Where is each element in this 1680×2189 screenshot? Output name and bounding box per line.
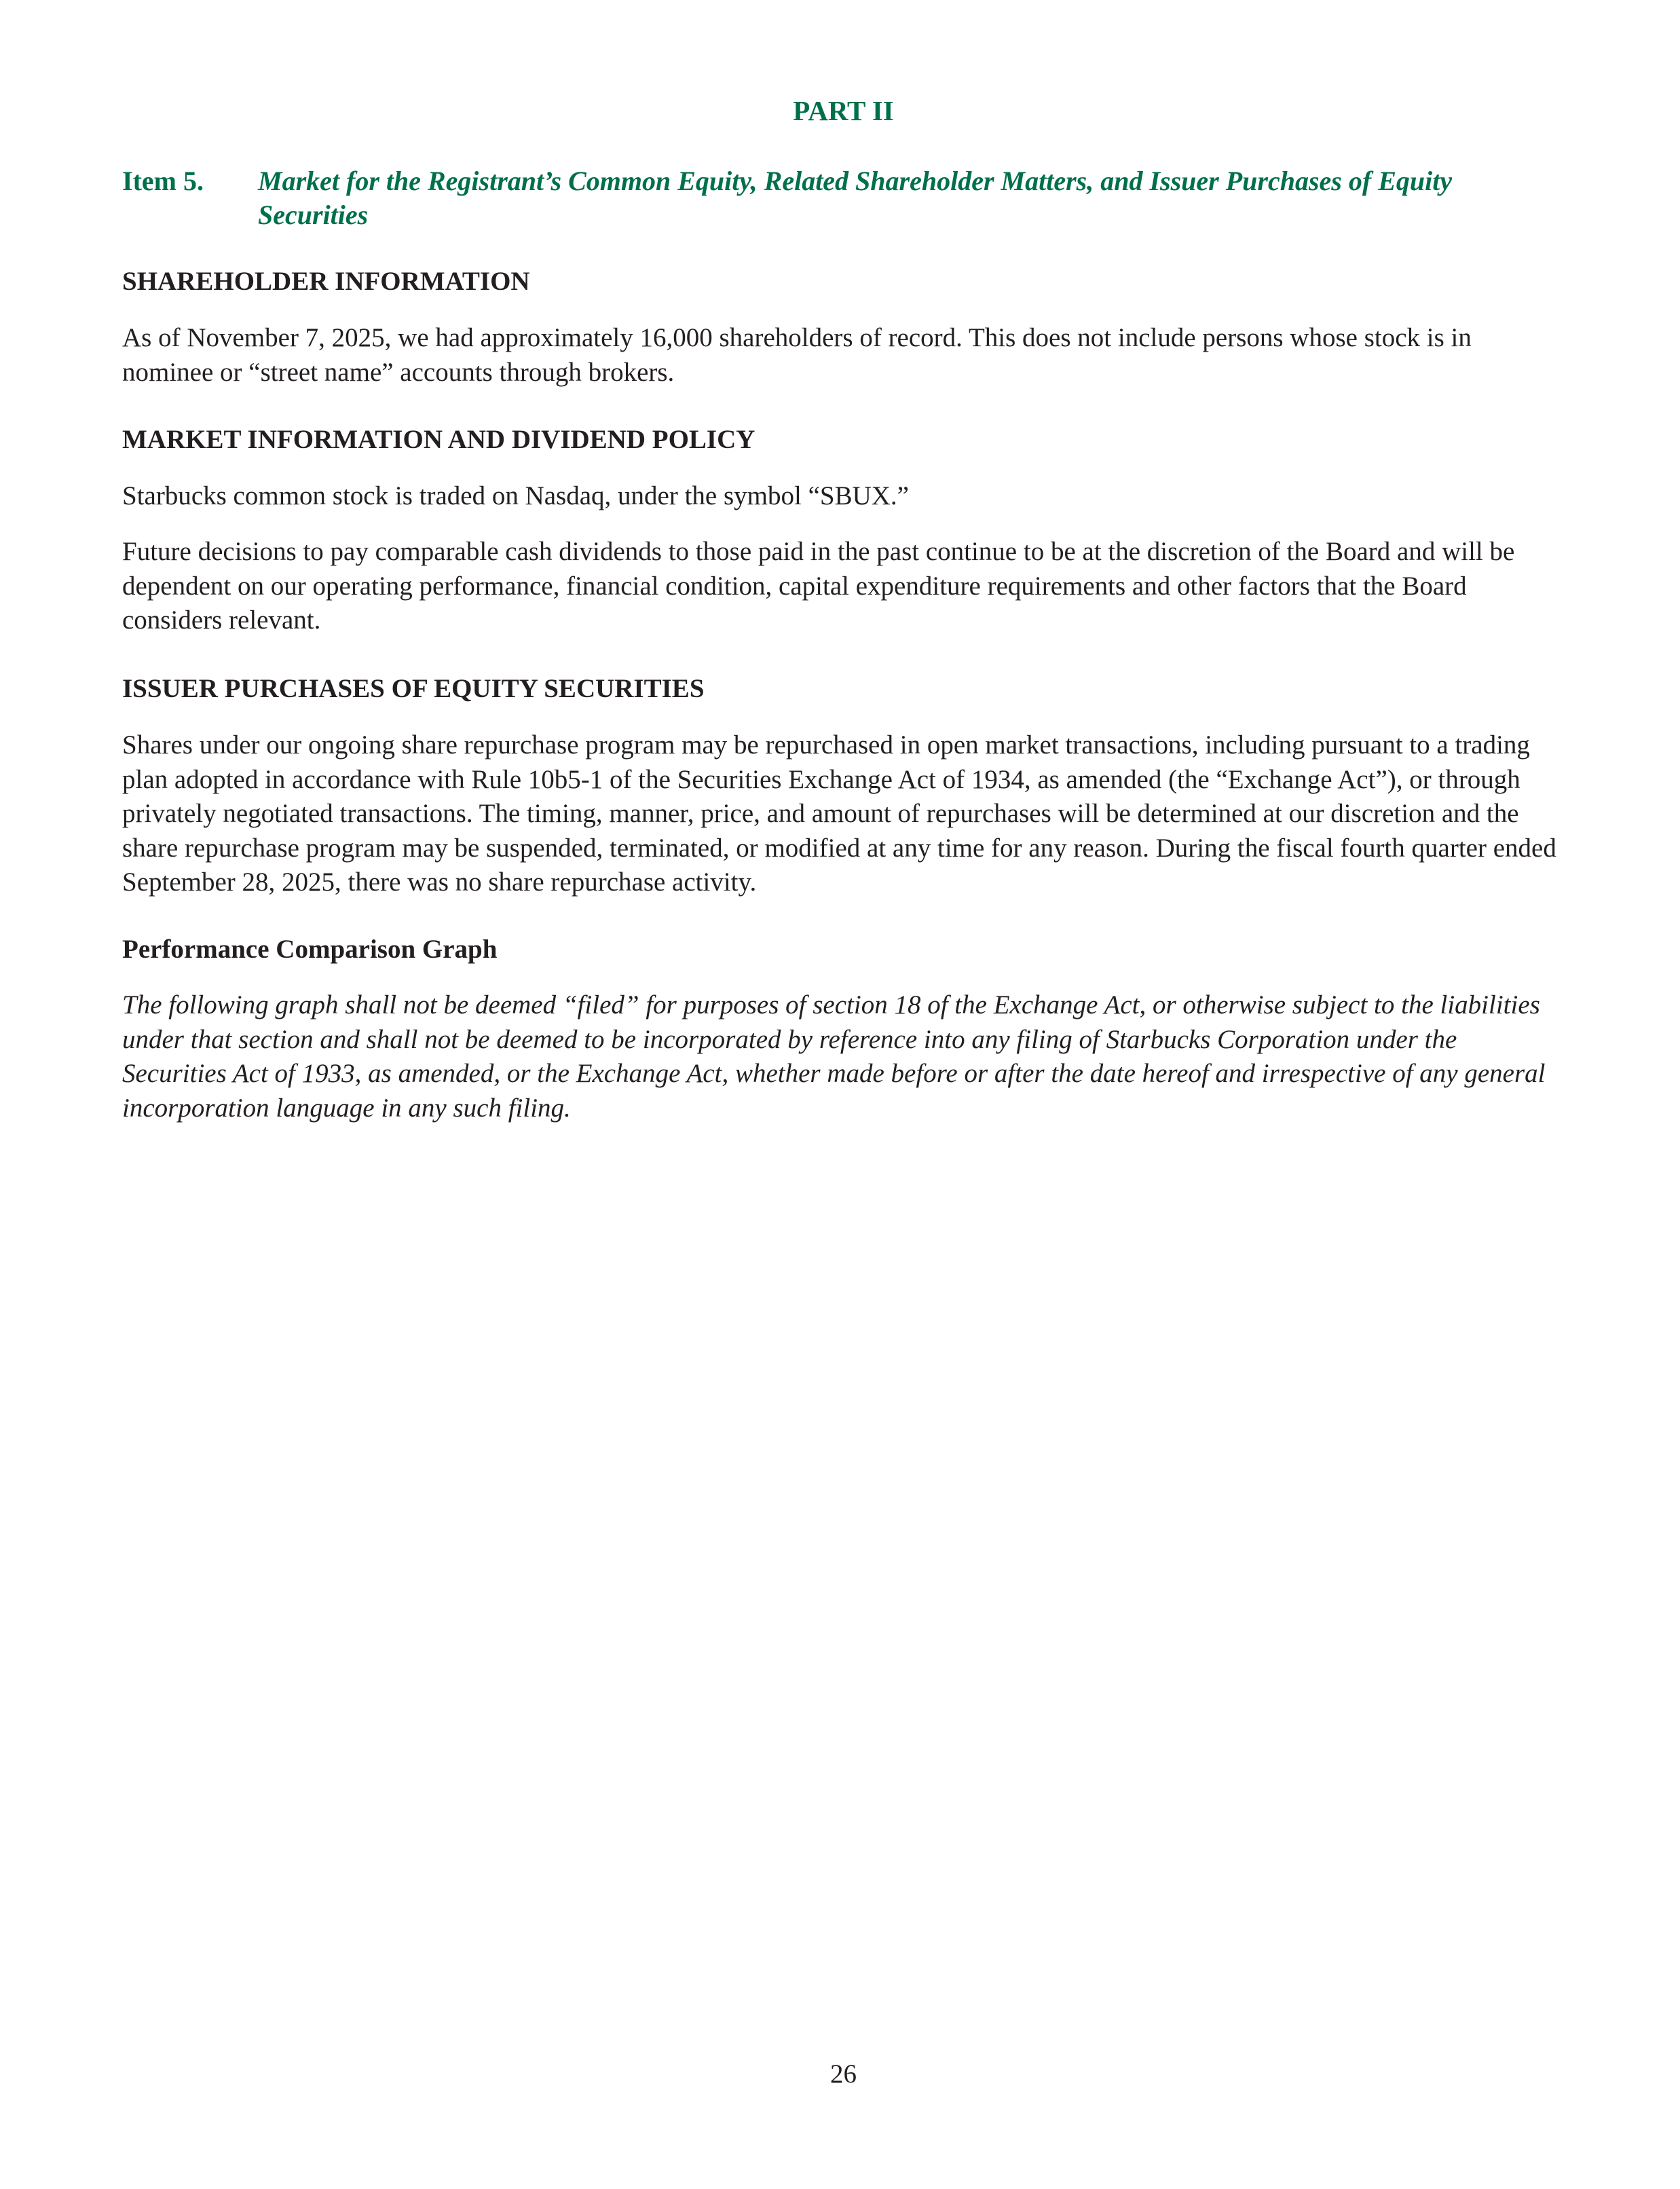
shareholder-info-heading: SHAREHOLDER INFORMATION bbox=[122, 267, 530, 296]
part-title: PART II bbox=[793, 95, 894, 126]
item-label: Item 5. bbox=[122, 166, 204, 196]
shareholder-info-text: As of November 7, 2025, we had approximately 16,000 shareholders of record. This does not include persons whose stock is in nominee or “street name” accounts through brokers. bbox=[122, 323, 1472, 387]
market-info-text-1: Starbucks common stock is traded on Nasdaq, under the symbol “SBUX.” bbox=[122, 481, 909, 510]
page-number: 26 bbox=[830, 2059, 857, 2089]
performance-graph-text: The following graph shall not be deemed “filed” for purposes of section 18 of the Exchange Act, or otherwise subject to the liabilities under that section and shall not be deemed to be incorporated by reference into any filing of Starbucks Corporation under the Securities Act of 1933, as amended, or the Exchange Act, whether made before or after the date hereof and irrespective of any general incorporation language in any such filing. bbox=[122, 990, 1546, 1123]
issuer-purchases-heading: ISSUER PURCHASES OF EQUITY SECURITIES bbox=[122, 674, 705, 703]
issuer-purchases-text: Shares under our ongoing share repurchase program may be repurchased in open market transactions, including pursuant to a trading plan adopted in accordance with Rule 10b5-1 of the Securities Exchange Act of 1934, as amended (the “Exchange Act”), or through privately negotiated transactions. The timing, manner, price, and amount of repurchases will be determined at our discretion and the share repurchase program may be suspended, terminated, or modified at any time for any reason. During the fiscal fourth quarter ended September 28, 2025, there was no share repurchase activity. bbox=[122, 730, 1556, 897]
market-info-heading: MARKET INFORMATION AND DIVIDEND POLICY bbox=[122, 425, 755, 454]
market-info-text-2: Future decisions to pay comparable cash dividends to those paid in the past continue to be at the discretion of the Board and will be dependent on our operating performance, financial condition, capital expenditure requirements and other factors that the Board considers relevant. bbox=[122, 537, 1515, 635]
performance-graph-heading: Performance Comparison Graph bbox=[122, 935, 498, 964]
item-title: Market for the Registrant’s Common Equity, Related Shareholder Matters, and Issuer Purchases of Equity Securities bbox=[258, 166, 1453, 230]
